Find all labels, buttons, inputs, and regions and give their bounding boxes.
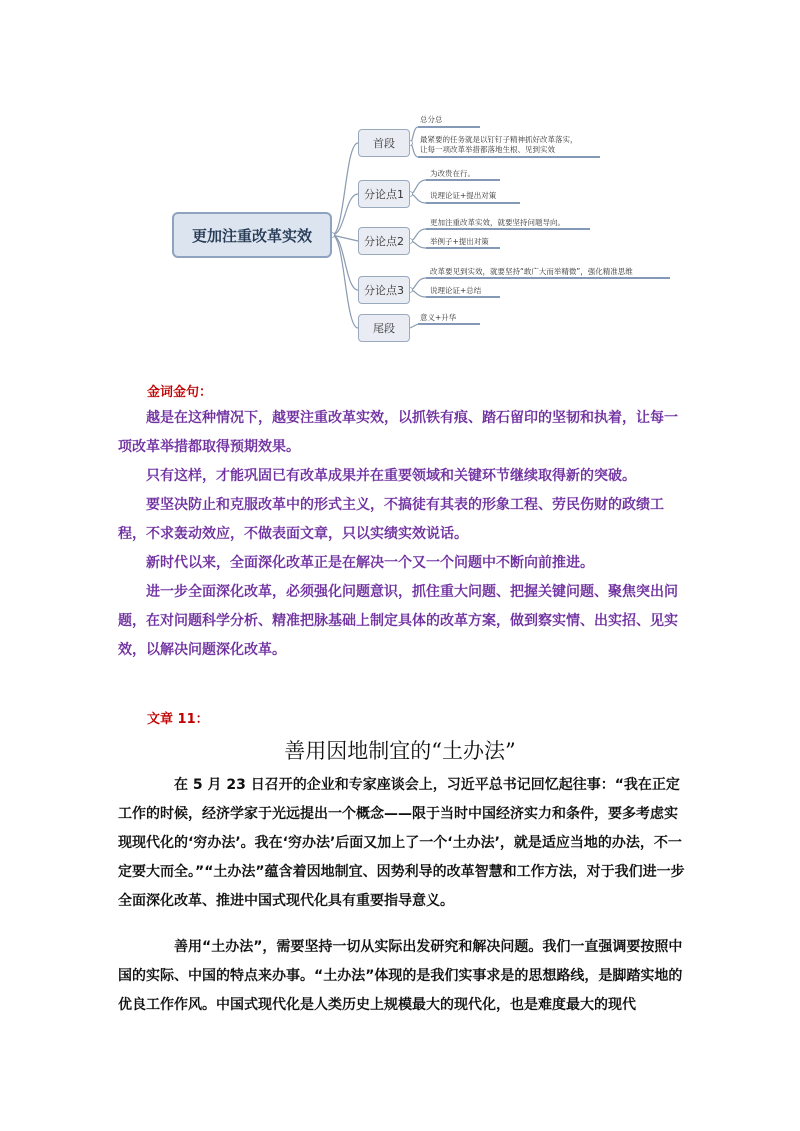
article-paragraph-2: 善用“土办法”，需要坚持一切从实际出发研究和解决问题。我们一直强调要按照中国的实际、中国的特点来办事。“土办法”体现的是我们实事求是的思想路线，是脚踏实地的优良工作作风。中国式现代化是人类历史上规模最大的现代化，也是难度最大的现代 <box>118 939 683 1013</box>
leaf-point1-1: 为改贵在行。 <box>430 169 475 178</box>
leaf-point2-2: 举例子+提出对策 <box>430 237 489 246</box>
leaf-point1-2: 说理论证+提出对策 <box>430 191 497 200</box>
leaf-intro-3: 让每一项改革举措都落地生根、见到实效 <box>420 145 555 154</box>
mind-map <box>0 0 800 360</box>
leaf-conclusion-1: 意义+升华 <box>420 313 457 322</box>
connector-root-branch5 <box>332 235 358 328</box>
quote-4: 新时代以来，全面深化改革正是在解决一个又一个问题中不断向前推进。 <box>146 555 594 571</box>
leaf-point3-1: 改革要见到实效，就要坚持“敢广大而举精微”，强化精准思维 <box>430 267 633 276</box>
quote-3: 要坚决防止和克服改革中的形式主义，不搞徒有其表的形象工程、劳民伤财的政绩工程，不求轰动效应，不做表面文章，只以实绩实效说话。 <box>118 497 664 542</box>
branch-conclusion: 尾段 <box>358 314 410 342</box>
quote-1: 越是在这种情况下，越要注重改革实效，以抓铁有痕、踏石留印的坚韧和执着，让每一项改革举措都取得预期效果。 <box>118 410 678 455</box>
branch-point-1: 分论点1 <box>358 180 410 208</box>
branch-intro: 首段 <box>358 129 410 157</box>
leaf-intro-1: 总分总 <box>420 115 443 124</box>
mind-map-root: 更加注重改革实效 <box>172 212 332 258</box>
article-paragraph-1: 在 5 月 23 日召开的企业和专家座谈会上，习近平总书记回忆起往事：“我在正定工作的时候，经济学家于光远提出一个概念——限于当时中国经济实力和条件，要多考虑实现现代化的‘穷办法’。我在‘穷办法’后面又加上了一个‘土办法’，就是适应当地的办法，不一定要大而全。”“土办法”蕴含着因地制宜、因势利导的改革智慧和工作方法，对于我们进一步全面深化改革、推进中国式现代化具有重要指导意义。 <box>118 777 685 909</box>
connector-root-branch2 <box>332 194 358 235</box>
golden-quotes-label: 金词金句： <box>147 385 213 400</box>
leaf-point2-1: 更加注重改革实效，就要坚持问题导向。 <box>430 218 565 227</box>
leaf-intro-2: 最紧要的任务就是以钉钉子精神抓好改革落实， <box>420 135 578 144</box>
connector-root-branch1 <box>332 143 358 235</box>
article-title: 善用因地制宜的“土办法” <box>284 739 516 763</box>
branch-point-2: 分论点2 <box>358 227 410 255</box>
article-label: 文章 11： <box>147 712 209 727</box>
quote-2: 只有这样，才能巩固已有改革成果并在重要领域和关键环节继续取得新的突破。 <box>146 468 636 484</box>
leaf-point3-2: 说理论证+总结 <box>430 286 482 295</box>
quote-5: 进一步全面深化改革，必须强化问题意识，抓住重大问题、把握关键问题、聚焦突出问题，在对问题科学分析、精准把脉基础上制定具体的改革方案，做到察实情、出实招、见实效，以解决问题深化改革。 <box>118 584 678 658</box>
branch-point-3: 分论点3 <box>358 276 410 304</box>
